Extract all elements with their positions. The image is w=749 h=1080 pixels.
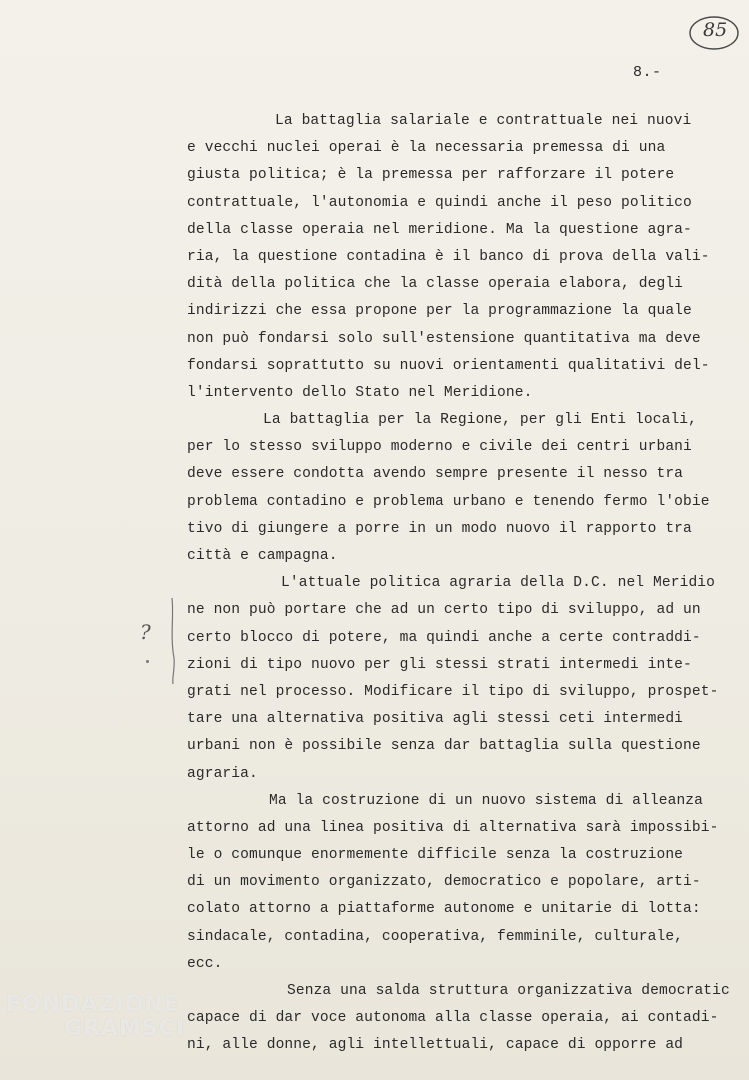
typewritten-body [187,108,732,1060]
margin-question-mark: ? [140,620,151,644]
watermark-line-1: FONDAZIONE [6,992,180,1017]
text-line: della classe operaia nel meridione. Ma la questione agra- [187,221,692,238]
text-line: tivo di giungere a porre in un modo nuovo il rapporto tra [187,520,692,537]
text-line: deve essere condotta avendo sempre presente il nesso tra [187,466,684,483]
text-line: colato attorno a piattaforme autonome e unitarie di lotta: [187,901,701,918]
text-line: certo blocco di potere, ma quindi anche a certe contraddi- [187,629,701,646]
text-line: sindacale, contadina, cooperativa, femminile, culturale, [187,928,684,945]
text-line: ne non può portare che ad un certo tipo di sviluppo, ad un [187,602,701,619]
text-line: ria, la questione contadina è il banco di prova della vali- [187,248,710,265]
paragraph-4 [187,788,732,978]
text-line: capace di dar voce autonoma alla classe operaia, ai contadi- [187,1010,719,1027]
text-line: La battaglia salariale e contrattuale nei nuovi [275,113,692,129]
watermark-line-2: GRAMSCI [64,1016,186,1041]
paragraph-3 [187,570,732,788]
text-line: e vecchi nuclei operai è la necessaria premessa di una [187,140,666,157]
text-line: l'intervento dello Stato nel Meridione. [187,384,533,401]
text-line: Ma la costruzione di un nuovo sistema di alleanza [269,792,704,809]
margin-bracket-stroke [160,596,180,691]
margin-dot [146,660,149,663]
text-line: ni, alle donne, agli intellettuali, capace di opporre ad [187,1037,684,1054]
text-line: Senza una salda struttura organizzativa democratic [287,983,730,999]
paragraph-2 [187,407,732,570]
text-line: fondarsi soprattutto su nuovi orientamenti qualitativi del- [187,357,710,374]
text-line: agraria. [187,765,258,782]
text-line: grati nel processo. Modificare il tipo di sviluppo, prospet- [187,683,719,700]
text-line: di un movimento organizzato, democratico e popolare, arti- [187,874,701,891]
paragraph-1 [187,108,732,407]
text-line: ecc. [187,955,223,972]
text-line: contrattuale, l'autonomia e quindi anche il peso politico [187,194,692,211]
page-number: 8.- [633,64,662,81]
paragraph-5 [187,978,732,1060]
archive-stamp-number: 85 [703,19,728,41]
text-line: zioni di tipo nuovo per gli stessi strati intermedi inte- [187,656,692,673]
text-line: La battaglia per la Regione, per gli Enti locali, [263,412,698,429]
text-line: urbani non è possibile senza dar battaglia sulla questione [187,738,701,755]
archive-watermark-logo [6,994,185,1040]
text-line: attorno ad una linea positiva di alternativa sarà impossibi- [187,819,719,836]
text-line: tare una alternativa positiva agli stessi ceti intermedi [187,711,684,728]
text-line: dità della politica che la classe operaia elabora, degli [187,276,684,293]
text-line: giusta politica; è la premessa per rafforzare il potere [187,167,675,184]
text-line: per lo stesso sviluppo moderno e civile dei centri urbani [187,439,692,456]
text-line: problema contadino e problema urbano e tenendo fermo l'obie [187,493,710,510]
text-line: non può fondarsi solo sull'estensione quantitativa ma deve [187,330,701,347]
text-line: le o comunque enormemente difficile senza la costruzione [187,847,684,864]
text-line: L'attuale politica agraria della D.C. nel Meridio [281,575,716,592]
text-line: città e campagna. [187,548,338,564]
text-line: indirizzi che essa propone per la programmazione la quale [187,303,692,320]
